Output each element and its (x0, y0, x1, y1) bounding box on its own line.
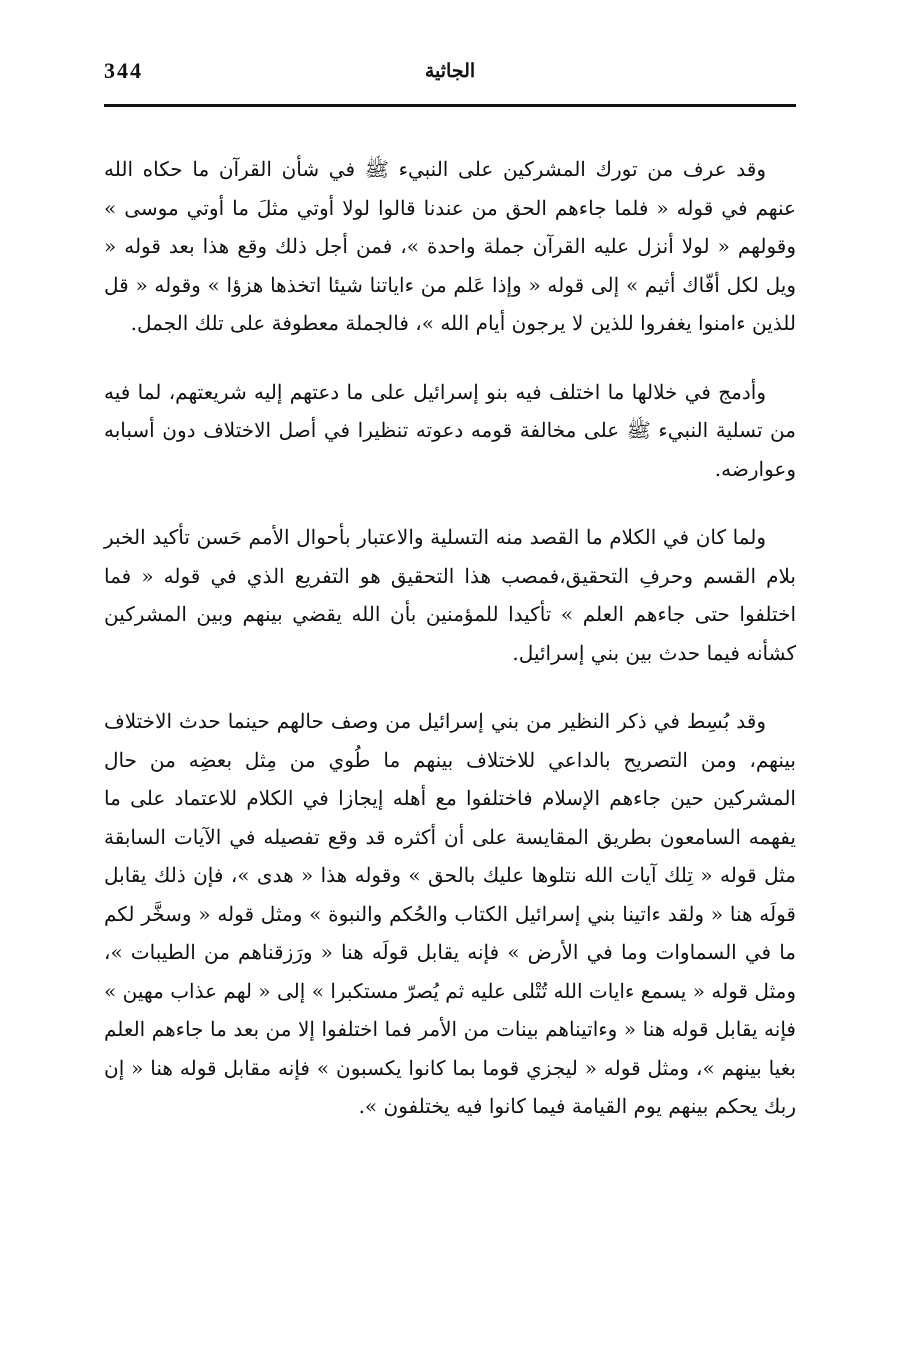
paragraph-1: وقد عرف من تورك المشركين على النبيء ﷺ في شأن القرآن ما حكاه الله عنهم في قوله « فلما جاءهم الحق من عندنا قالوا لولا أوتي مثلَ ما أوتي موسى » وقولهم « لولا أنزل عليه القرآن جملة واحدة »، فمن أجل ذلك وقع هذا بعد قوله « ويل لكل أفّاك أثيم » إلى قوله « وإذا عَلم من ءاياتنا شيئا اتخذها هزؤا » وقوله « قل للذين ءامنوا يغفروا للذين لا يرجون أيام الله »، فالجملة معطوفة على تلك الجمل. (104, 157, 796, 335)
running-title: الجاثية (424, 60, 476, 82)
paragraph-4: وقد بُسِط في ذكر النظير من بني إسرائيل من وصف حالهم حينما حدث الاختلاف بينهم، ومن التصريح بالداعي للاختلاف بينهم ما طُوي من مِثل بعضِه من حال المشركين حين جاءهم الإسلام فاختلفوا مع أهله إيجازا في الكلام للاعتماد على ما يفهمه السامعون بطريق المقايسة على أن أكثره قد وقع تفصيله في الآيات السابقة مثل قوله « تِلك آيات الله نتلوها عليك بالحق » وقوله هذا « هدى »، فإن ذلك يقابل قولَه هنا « ولقد ءاتينا بني إسرائيل الكتاب والحُكم والنبوة » ومثل قوله « وسخَّر لكم ما في السماوات وما في الأرض » فإنه يقابل قولَه هنا « ورَزقناهم من الطيبات »، ومثل قوله « يسمع ءايات الله تُتْلى عليه ثم يُصرّ مستكبرا » إلى « لهم عذاب مهين » فإنه يقابل قوله هنا « وءاتيناهم بينات من الأمر فما اختلفوا إلا من بعد ما جاءهم العلم بغيا بينهم »، ومثل قوله « ليجزي قوما بما كانوا يكسبون » فإنه مقابل قوله هنا « إن ربك يحكم بينهم يوم القيامة فيما كانوا فيه يختلفون ». (104, 709, 796, 1118)
paragraph-3: ولما كان في الكلام ما القصد منه التسلية والاعتبار بأحوال الأمم حَسن تأكيد الخبر بلام القسم وحرفِ التحقيق،فمصب هذا التحقيق هو التفريع الذي في قوله « فما اختلفوا حتى جاءهم العلم » تأكيدا للمؤمنين بأن الله يقضي بينهم وبين المشركين كشأنه فيما حدث بين بني إسرائيل. (104, 525, 796, 665)
page-header (104, 52, 796, 102)
body-text (104, 150, 796, 1156)
page-number: 344 (104, 58, 143, 83)
header-rule (104, 104, 796, 107)
paragraph-2: وأدمج في خلالها ما اختلف فيه بنو إسرائيل على ما دعتهم إليه شريعتهم، لما فيه من تسلية النبيء ﷺ على مخالفة قومه دعوته تنظيرا في أصل الاختلاف دون أسبابه وعوارضه. (104, 379, 796, 481)
